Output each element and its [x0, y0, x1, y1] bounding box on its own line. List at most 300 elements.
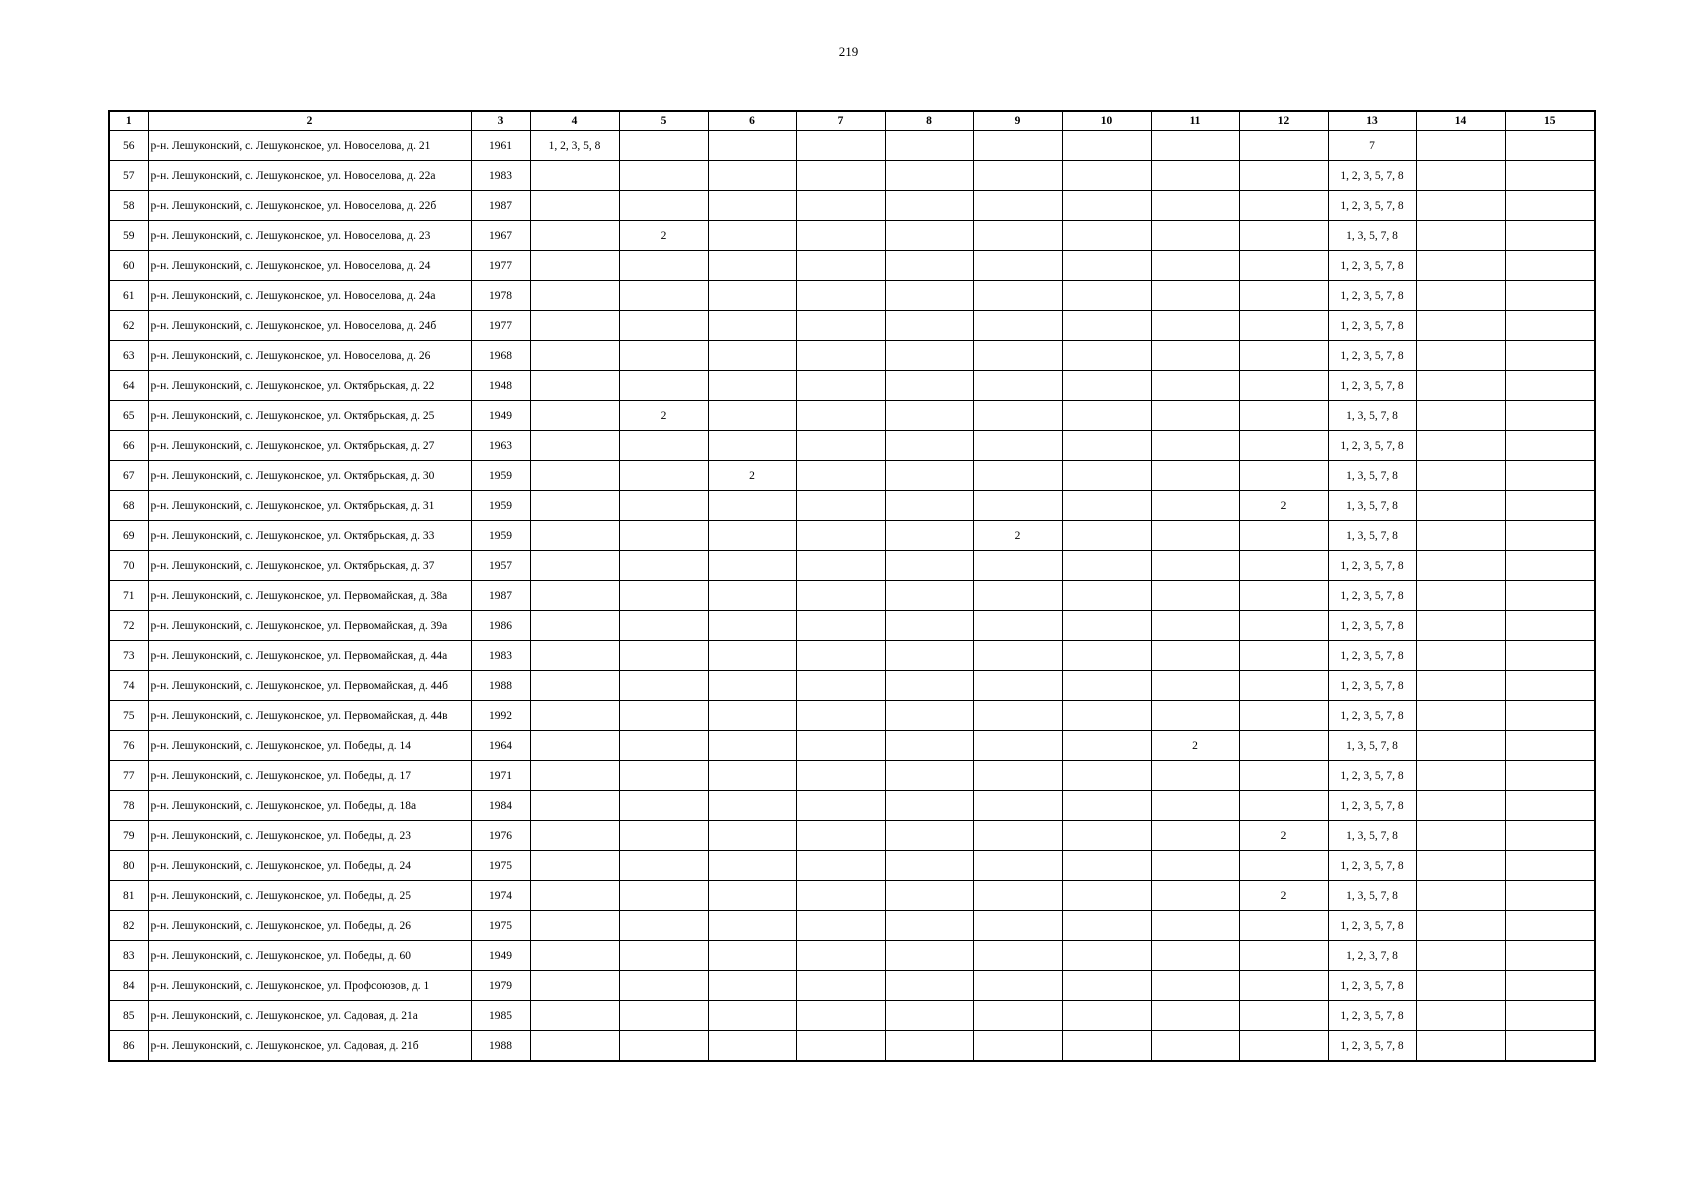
table-cell: [796, 821, 885, 851]
year-cell: 1971: [471, 761, 530, 791]
table-cell: [1239, 371, 1328, 401]
address-cell: р-н. Лешуконский, с. Лешуконское, ул. Октябрьская, д. 25: [148, 401, 471, 431]
table-cell: [1416, 941, 1505, 971]
row-number-cell: 84: [109, 971, 148, 1001]
table-cell: [1151, 341, 1239, 371]
table-cell: [1062, 341, 1151, 371]
table-cell: [530, 431, 619, 461]
table-cell: [973, 1001, 1062, 1031]
table-cell: [1239, 311, 1328, 341]
table-cell: [973, 761, 1062, 791]
table-row: [109, 941, 1595, 971]
table-cell: [1151, 701, 1239, 731]
table-cell: [530, 371, 619, 401]
table-cell: [708, 911, 796, 941]
table-cell: [1151, 611, 1239, 641]
year-cell: 1976: [471, 821, 530, 851]
year-cell: 1959: [471, 491, 530, 521]
table-cell: [708, 881, 796, 911]
table-row: [109, 551, 1595, 581]
address-cell: р-н. Лешуконский, с. Лешуконское, ул. Новоселова, д. 26: [148, 341, 471, 371]
column-header-7: 7: [796, 111, 885, 131]
table-cell: [1239, 941, 1328, 971]
table-row: [109, 251, 1595, 281]
table-cell: [885, 461, 973, 491]
table-cell: 1, 2, 3, 5, 7, 8: [1328, 851, 1416, 881]
address-cell: р-н. Лешуконский, с. Лешуконское, ул. Садовая, д. 21б: [148, 1031, 471, 1062]
table-cell: [619, 911, 708, 941]
table-cell: [530, 191, 619, 221]
table-cell: [1505, 1031, 1595, 1062]
table-cell: [973, 191, 1062, 221]
table-cell: [619, 341, 708, 371]
table-cell: [973, 281, 1062, 311]
table-cell: [708, 701, 796, 731]
table-cell: 1, 2, 3, 5, 7, 8: [1328, 341, 1416, 371]
table-cell: [708, 671, 796, 701]
table-cell: [1416, 821, 1505, 851]
table-cell: [796, 761, 885, 791]
row-number-cell: 71: [109, 581, 148, 611]
year-cell: 1957: [471, 551, 530, 581]
table-cell: [1505, 581, 1595, 611]
table-cell: [1151, 521, 1239, 551]
table-cell: [708, 401, 796, 431]
address-cell: р-н. Лешуконский, с. Лешуконское, ул. Октябрьская, д. 27: [148, 431, 471, 461]
table-cell: [619, 1031, 708, 1062]
table-cell: [619, 431, 708, 461]
table-cell: [1505, 551, 1595, 581]
table-cell: [885, 581, 973, 611]
table-cell: [619, 191, 708, 221]
table-cell: [530, 221, 619, 251]
year-cell: 1963: [471, 431, 530, 461]
table-cell: [708, 251, 796, 281]
table-cell: [1062, 701, 1151, 731]
table-row: [109, 161, 1595, 191]
year-cell: 1979: [471, 971, 530, 1001]
table-cell: [885, 611, 973, 641]
table-cell: [1239, 341, 1328, 371]
table-cell: 1, 3, 5, 7, 8: [1328, 521, 1416, 551]
table-cell: [619, 881, 708, 911]
table-cell: [1239, 521, 1328, 551]
table-cell: [1239, 401, 1328, 431]
table-cell: 1, 3, 5, 7, 8: [1328, 221, 1416, 251]
address-cell: р-н. Лешуконский, с. Лешуконское, ул. Садовая, д. 21а: [148, 1001, 471, 1031]
year-cell: 1959: [471, 461, 530, 491]
table-cell: [708, 551, 796, 581]
row-number-cell: 64: [109, 371, 148, 401]
table-cell: [1239, 641, 1328, 671]
table-cell: [1151, 671, 1239, 701]
table-row: [109, 611, 1595, 641]
table-cell: [708, 641, 796, 671]
table-cell: [708, 731, 796, 761]
table-cell: [619, 701, 708, 731]
table-cell: 1, 2, 3, 5, 7, 8: [1328, 281, 1416, 311]
table-cell: [1505, 461, 1595, 491]
table-cell: [1151, 161, 1239, 191]
row-number-cell: 75: [109, 701, 148, 731]
table-cell: [708, 1001, 796, 1031]
table-cell: [885, 701, 973, 731]
table-cell: [1062, 371, 1151, 401]
column-header-8: 8: [885, 111, 973, 131]
table-cell: [1505, 641, 1595, 671]
table-cell: [530, 761, 619, 791]
table-cell: [1416, 551, 1505, 581]
table-cell: [1416, 971, 1505, 1001]
address-cell: р-н. Лешуконский, с. Лешуконское, ул. Первомайская, д. 39а: [148, 611, 471, 641]
table-cell: [796, 731, 885, 761]
table-cell: [619, 761, 708, 791]
table-cell: [1062, 941, 1151, 971]
table-cell: [1239, 251, 1328, 281]
year-cell: 1983: [471, 641, 530, 671]
table-cell: [619, 521, 708, 551]
table-cell: 1, 3, 5, 7, 8: [1328, 491, 1416, 521]
table-cell: [1151, 941, 1239, 971]
year-cell: 1975: [471, 851, 530, 881]
address-cell: р-н. Лешуконский, с. Лешуконское, ул. Октябрьская, д. 30: [148, 461, 471, 491]
table-cell: [1151, 1001, 1239, 1031]
table-cell: [1151, 281, 1239, 311]
year-cell: 1949: [471, 401, 530, 431]
table-cell: [1505, 161, 1595, 191]
address-cell: р-н. Лешуконский, с. Лешуконское, ул. Победы, д. 26: [148, 911, 471, 941]
table-cell: [530, 731, 619, 761]
table-cell: [1416, 131, 1505, 161]
table-cell: [530, 161, 619, 191]
row-number-cell: 69: [109, 521, 148, 551]
table-cell: [1062, 161, 1151, 191]
row-number-cell: 56: [109, 131, 148, 161]
table-cell: [885, 431, 973, 461]
table-cell: [1239, 851, 1328, 881]
table-cell: 1, 2, 3, 5, 7, 8: [1328, 791, 1416, 821]
table-cell: [796, 611, 885, 641]
table-cell: [885, 131, 973, 161]
table-cell: [1505, 341, 1595, 371]
table-cell: [530, 671, 619, 701]
column-header-1: 1: [109, 111, 148, 131]
row-number-cell: 62: [109, 311, 148, 341]
table-cell: [1239, 1001, 1328, 1031]
table-cell: [1505, 851, 1595, 881]
table-cell: [1062, 731, 1151, 761]
table-row: [109, 341, 1595, 371]
table-cell: [885, 971, 973, 1001]
table-cell: 1, 2, 3, 5, 7, 8: [1328, 251, 1416, 281]
table-cell: [885, 731, 973, 761]
table-cell: [796, 371, 885, 401]
table-cell: [1416, 251, 1505, 281]
table-cell: [708, 311, 796, 341]
table-cell: [708, 371, 796, 401]
row-number-cell: 78: [109, 791, 148, 821]
table-cell: [619, 731, 708, 761]
table-cell: [885, 311, 973, 341]
table-cell: [1505, 251, 1595, 281]
table-row: [109, 191, 1595, 221]
row-number-cell: 68: [109, 491, 148, 521]
table-cell: [1151, 401, 1239, 431]
address-cell: р-н. Лешуконский, с. Лешуконское, ул. Первомайская, д. 38а: [148, 581, 471, 611]
table-cell: [619, 821, 708, 851]
table-cell: [1151, 581, 1239, 611]
table-cell: 1, 2, 3, 5, 7, 8: [1328, 1031, 1416, 1062]
table-cell: [1062, 461, 1151, 491]
column-header-11: 11: [1151, 111, 1239, 131]
table-cell: 2: [973, 521, 1062, 551]
table-cell: [530, 251, 619, 281]
address-cell: р-н. Лешуконский, с. Лешуконское, ул. Победы, д. 60: [148, 941, 471, 971]
table-cell: [1062, 251, 1151, 281]
table-cell: [1416, 671, 1505, 701]
table-cell: 1, 2, 3, 5, 7, 8: [1328, 431, 1416, 461]
table-cell: [973, 551, 1062, 581]
table-cell: [708, 971, 796, 1001]
table-cell: [973, 311, 1062, 341]
table-cell: 2: [1239, 881, 1328, 911]
table-cell: [1062, 221, 1151, 251]
table-cell: [708, 431, 796, 461]
table-cell: [1416, 221, 1505, 251]
table-cell: [1239, 701, 1328, 731]
table-cell: [619, 611, 708, 641]
table-cell: [1416, 581, 1505, 611]
table-cell: [973, 431, 1062, 461]
table-cell: 1, 2, 3, 5, 7, 8: [1328, 761, 1416, 791]
table-cell: [708, 521, 796, 551]
table-cell: [1505, 281, 1595, 311]
table-cell: [1416, 731, 1505, 761]
table-cell: [1416, 401, 1505, 431]
table-cell: [530, 611, 619, 641]
table-cell: [1062, 611, 1151, 641]
table-cell: [1062, 551, 1151, 581]
table-cell: [973, 401, 1062, 431]
row-number-cell: 72: [109, 611, 148, 641]
table-cell: 2: [708, 461, 796, 491]
address-cell: р-н. Лешуконский, с. Лешуконское, ул. Победы, д. 17: [148, 761, 471, 791]
table-cell: 1, 3, 5, 7, 8: [1328, 731, 1416, 761]
table-row: [109, 491, 1595, 521]
row-number-cell: 65: [109, 401, 148, 431]
column-header-12: 12: [1239, 111, 1328, 131]
table-row: [109, 311, 1595, 341]
table-row: [109, 431, 1595, 461]
row-number-cell: 57: [109, 161, 148, 191]
year-cell: 1987: [471, 191, 530, 221]
table-cell: [1062, 281, 1151, 311]
table-cell: [1505, 911, 1595, 941]
table-cell: [1151, 1031, 1239, 1062]
table-cell: [1505, 401, 1595, 431]
table-cell: 1, 2, 3, 5, 7, 8: [1328, 551, 1416, 581]
table-cell: [708, 581, 796, 611]
table-cell: [1505, 521, 1595, 551]
row-number-cell: 76: [109, 731, 148, 761]
year-cell: 1992: [471, 701, 530, 731]
table-row: [109, 821, 1595, 851]
table-cell: [1416, 881, 1505, 911]
table-cell: [885, 251, 973, 281]
year-cell: 1967: [471, 221, 530, 251]
table-cell: [1062, 491, 1151, 521]
table-cell: [885, 671, 973, 701]
table-cell: [885, 491, 973, 521]
table-cell: [530, 521, 619, 551]
table-cell: [619, 371, 708, 401]
table-cell: [530, 851, 619, 881]
address-cell: р-н. Лешуконский, с. Лешуконское, ул. Победы, д. 18а: [148, 791, 471, 821]
table-cell: [530, 311, 619, 341]
table-cell: [796, 791, 885, 821]
table-cell: [1505, 611, 1595, 641]
row-number-cell: 85: [109, 1001, 148, 1031]
table-cell: [796, 581, 885, 611]
table-cell: [973, 911, 1062, 941]
table-cell: [530, 971, 619, 1001]
row-number-cell: 59: [109, 221, 148, 251]
address-cell: р-н. Лешуконский, с. Лешуконское, ул. Первомайская, д. 44б: [148, 671, 471, 701]
table-cell: [1062, 851, 1151, 881]
table-cell: [1151, 371, 1239, 401]
table-cell: [796, 491, 885, 521]
table-cell: [1416, 761, 1505, 791]
year-cell: 1987: [471, 581, 530, 611]
table-cell: [1416, 1001, 1505, 1031]
year-cell: 1984: [471, 791, 530, 821]
table-cell: [619, 971, 708, 1001]
table-cell: [1505, 491, 1595, 521]
table-cell: [796, 941, 885, 971]
column-header-6: 6: [708, 111, 796, 131]
table-cell: [530, 791, 619, 821]
table-cell: [885, 221, 973, 251]
table-cell: [885, 401, 973, 431]
row-number-cell: 86: [109, 1031, 148, 1062]
table-cell: [619, 941, 708, 971]
table-cell: [1151, 851, 1239, 881]
table-cell: [796, 401, 885, 431]
table-cell: [1505, 671, 1595, 701]
column-header-3: 3: [471, 111, 530, 131]
table-cell: [530, 581, 619, 611]
year-cell: 1974: [471, 881, 530, 911]
table-cell: [708, 1031, 796, 1062]
table-cell: [619, 791, 708, 821]
address-cell: р-н. Лешуконский, с. Лешуконское, ул. Октябрьская, д. 33: [148, 521, 471, 551]
housing-table: [108, 110, 1596, 1062]
table-cell: [1239, 761, 1328, 791]
table-cell: [708, 491, 796, 521]
table-cell: [530, 1001, 619, 1031]
table-cell: [885, 371, 973, 401]
table-row: [109, 1001, 1595, 1031]
table-cell: [796, 281, 885, 311]
address-cell: р-н. Лешуконский, с. Лешуконское, ул. Первомайская, д. 44а: [148, 641, 471, 671]
table-cell: [708, 161, 796, 191]
table-cell: [1151, 791, 1239, 821]
table-cell: [973, 161, 1062, 191]
year-cell: 1961: [471, 131, 530, 161]
table-cell: [885, 551, 973, 581]
year-cell: 1985: [471, 1001, 530, 1031]
table-cell: [1151, 971, 1239, 1001]
table-row: [109, 641, 1595, 671]
table-cell: [1151, 191, 1239, 221]
table-cell: [708, 281, 796, 311]
table-cell: [1239, 551, 1328, 581]
table-cell: [1062, 131, 1151, 161]
table-cell: [1151, 431, 1239, 461]
table-cell: [708, 761, 796, 791]
address-cell: р-н. Лешуконский, с. Лешуконское, ул. Победы, д. 23: [148, 821, 471, 851]
table-cell: [1505, 191, 1595, 221]
table-cell: [708, 221, 796, 251]
address-cell: р-н. Лешуконский, с. Лешуконское, ул. Новоселова, д. 21: [148, 131, 471, 161]
table-cell: 1, 2, 3, 5, 7, 8: [1328, 371, 1416, 401]
table-cell: [1505, 941, 1595, 971]
table-cell: [796, 521, 885, 551]
table-cell: [1062, 911, 1151, 941]
table-row: [109, 671, 1595, 701]
table-cell: [973, 971, 1062, 1001]
table-cell: [1416, 1031, 1505, 1062]
table-cell: [973, 791, 1062, 821]
table-cell: [796, 851, 885, 881]
table-cell: [619, 461, 708, 491]
table-row: [109, 521, 1595, 551]
table-cell: [708, 851, 796, 881]
table-cell: 2: [1239, 821, 1328, 851]
table-cell: 1, 2, 3, 5, 7, 8: [1328, 971, 1416, 1001]
address-cell: р-н. Лешуконский, с. Лешуконское, ул. Новоселова, д. 23: [148, 221, 471, 251]
table-cell: [1239, 731, 1328, 761]
address-cell: р-н. Лешуконский, с. Лешуконское, ул. Победы, д. 25: [148, 881, 471, 911]
row-number-cell: 67: [109, 461, 148, 491]
table-cell: [885, 1031, 973, 1062]
table-cell: [973, 611, 1062, 641]
table-cell: [530, 881, 619, 911]
table-cell: [1239, 161, 1328, 191]
table-cell: [973, 881, 1062, 911]
column-header-13: 13: [1328, 111, 1416, 131]
table-cell: [885, 161, 973, 191]
address-cell: р-н. Лешуконский, с. Лешуконское, ул. Профсоюзов, д. 1: [148, 971, 471, 1001]
table-cell: [1062, 191, 1151, 221]
table-cell: [1151, 491, 1239, 521]
table-cell: [708, 131, 796, 161]
table-cell: [530, 911, 619, 941]
table-cell: [708, 341, 796, 371]
table-cell: [1505, 1001, 1595, 1031]
table-cell: [1062, 971, 1151, 1001]
table-cell: [973, 641, 1062, 671]
table-cell: [1239, 461, 1328, 491]
table-cell: [885, 821, 973, 851]
row-number-cell: 74: [109, 671, 148, 701]
table-body: [109, 131, 1595, 1062]
table-cell: [973, 821, 1062, 851]
year-cell: 1975: [471, 911, 530, 941]
address-cell: р-н. Лешуконский, с. Лешуконское, ул. Новоселова, д. 24а: [148, 281, 471, 311]
table-cell: [796, 971, 885, 1001]
address-cell: р-н. Лешуконский, с. Лешуконское, ул. Победы, д. 24: [148, 851, 471, 881]
